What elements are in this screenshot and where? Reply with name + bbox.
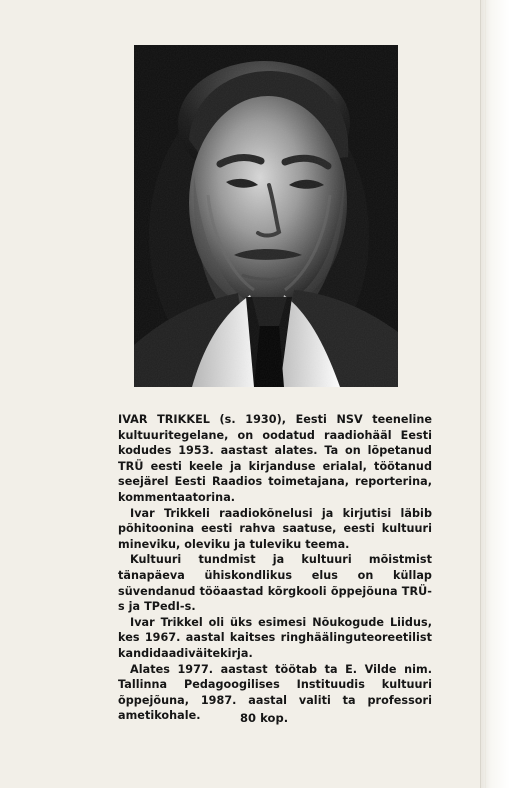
book-spine-edge <box>480 0 510 788</box>
bio-paragraph-3: Kultuuri tundmist ja kultuuri mõistmist tänapäeva ühiskondlikus elus on küllap süvendanud tööaastad kõrgkooli õppejõuna TRÜ-s ja TPedI-s. <box>118 553 432 614</box>
author-biography <box>118 412 432 724</box>
bio-paragraph-2: Ivar Trikkeli raadiokõnelusi ja kirjutisi läbib põhitoonina eesti rahva saatuse, eesti kultuuri mineviku, oleviku ja tuleviku teema. <box>118 506 432 551</box>
bio-paragraph-4: Ivar Trikkel oli üks esimesi Nõukogude Liidus, kes 1967. aastal kaitses ringhäälinguteoreetilist kandidaadiväitekirja. <box>118 615 432 660</box>
bio-paragraph-5: Alates 1977. aastast töötab ta E. Vilde nim. Tallinna Pedagoogilises Instituudis kultuuri õppejõuna, 1987. aastal valiti ta professori ametikohale. <box>118 662 432 723</box>
price-label: 80 kop. <box>240 711 289 725</box>
author-portrait <box>134 45 398 387</box>
bio-paragraph-1: IVAR TRIKKEL (s. 1930), Eesti NSV teeneline kultuuritegelane, on oodatud raadiohääl Eesti kodudes 1953. aastast alates. Ta on lõpetanud TRÜ eesti keele ja kirjanduse erialal, töötanud seejärel Eesti Raadios toimetajana, reporterina, kommentaatorina. <box>118 413 432 504</box>
portrait-illustration <box>134 45 398 387</box>
